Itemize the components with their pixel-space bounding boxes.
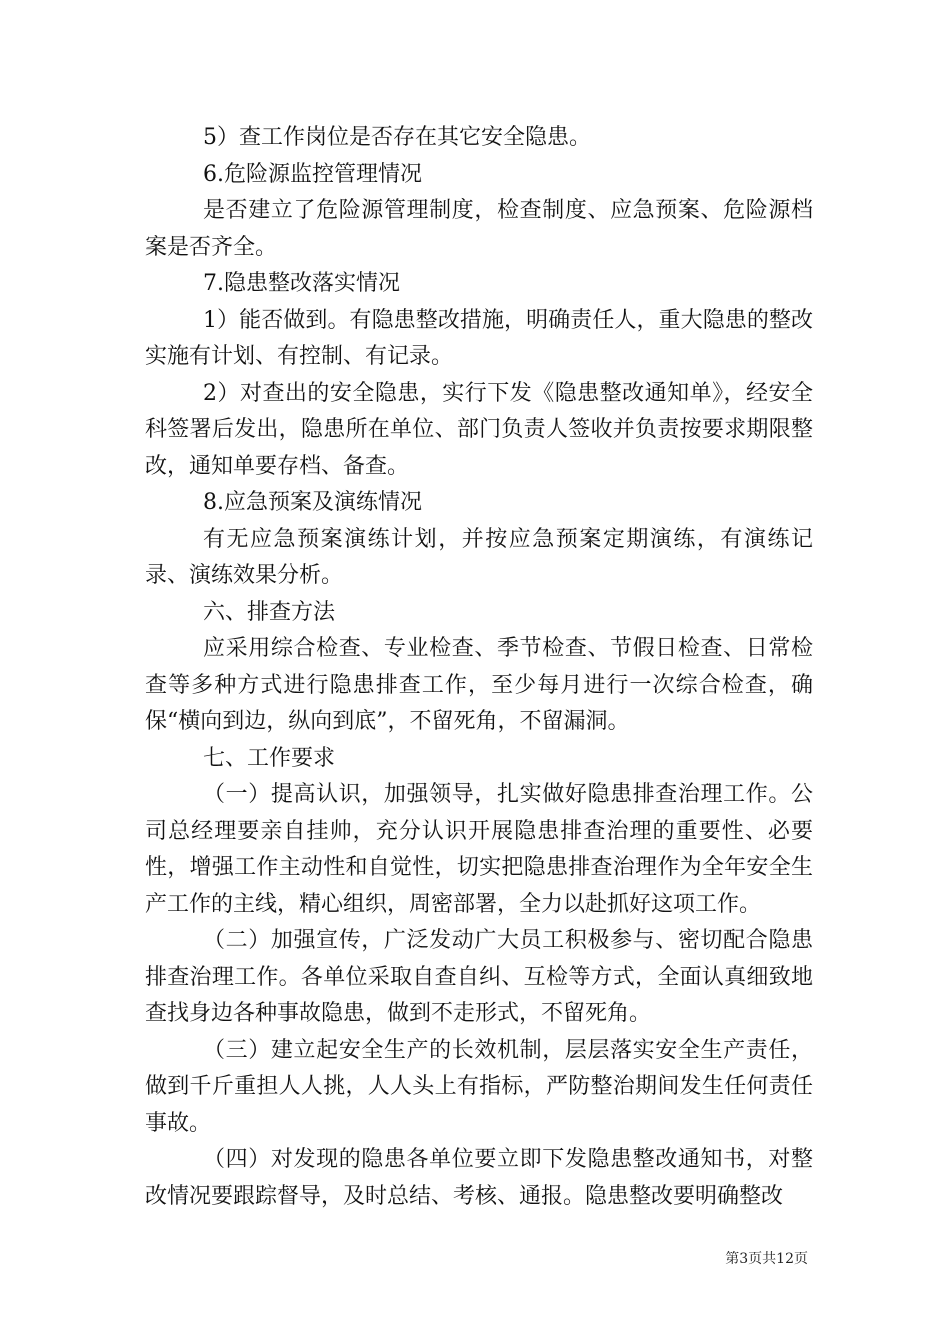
- paragraph-item-1: 1）能否做到。有隐患整改措施，明确责任人，重大隐患的整改实施有计划、有控制、有记录。: [145, 307, 813, 369]
- paragraph: 应采用综合检查、专业检查、季节检查、节假日检查、日常检查等多种方式进行隐患排查工作，至少每月进行一次综合检查，确保“横向到边，纵向到底”，不留死角，不留漏洞。: [145, 636, 813, 734]
- section-heading-seven: 七、工作要求: [203, 745, 336, 771]
- paragraph-item-5: 5）查工作岗位是否存在其它安全隐患。: [203, 125, 591, 150]
- requirement-paragraph-4: （四）对发现的隐患各单位要立即下发隐患整改通知书，对整改情况要跟踪督导，及时总结、考核、通报。隐患整改要明确整改: [145, 1147, 813, 1209]
- section-heading-8: 8.应急预案及演练情况: [203, 490, 422, 515]
- paragraph: 是否建立了危险源管理制度，检查制度、应急预案、危险源档案是否齐全。: [145, 198, 813, 260]
- requirement-paragraph-1: （一）提高认识，加强领导，扎实做好隐患排查治理工作。公司总经理要亲自挂帅，充分认识开展隐患排查治理的重要性、必要性，增强工作主动性和自觉性，切实把隐患排查治理作为全年安全生产工作的主线，精心组织，周密部署，全力以赴抓好这项工作。: [145, 782, 813, 917]
- requirement-paragraph-3: （三）建立起安全生产的长效机制，层层落实安全生产责任，做到千斤重担人人挑，人人头上有指标，严防整治期间发生任何责任事故。: [145, 1037, 813, 1136]
- page-number: 第3页共12页: [725, 1251, 808, 1267]
- section-heading-7: 7.隐患整改落实情况: [203, 271, 400, 296]
- section-heading-6: 6.危险源监控管理情况: [203, 161, 422, 187]
- paragraph-item-2: 2）对查出的安全隐患，实行下发《隐患整改通知单》，经安全科签署后发出，隐患所在单位、部门负责人签收并负责按要求期限整改，通知单要存档、备查。: [145, 380, 813, 479]
- document-body: [145, 120, 813, 1215]
- requirement-paragraph-2: （二）加强宣传，广泛发动广大员工积极参与、密切配合隐患排查治理工作。各单位采取自查自纠、互检等方式，全面认真细致地查找身边各种事故隐患，做到不走形式，不留死角。: [145, 928, 813, 1026]
- paragraph: 有无应急预案演练计划，并按应急预案定期演练，有演练记录、演练效果分析。: [145, 526, 813, 588]
- section-heading-six: 六、排查方法: [203, 599, 336, 625]
